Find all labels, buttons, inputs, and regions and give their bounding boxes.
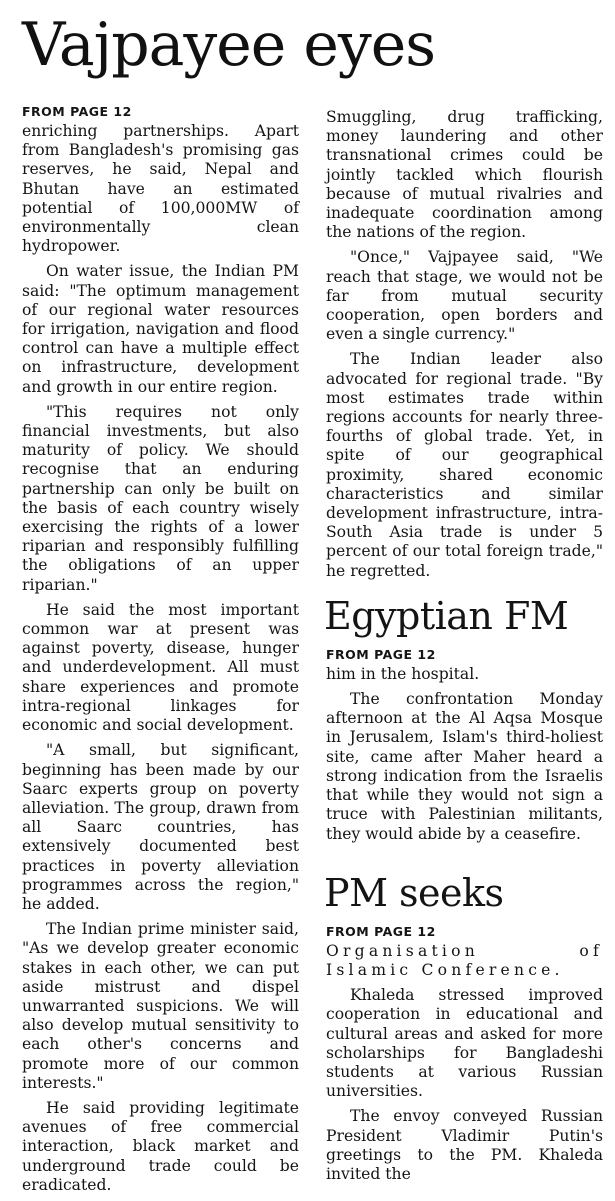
- article-paragraph: On water issue, the Indian PM said: "The optimum management of our regional water resources for irrigation, navigation and flood control can have a multiple effect on infrastructure, development and growth in our entire region.: [22, 262, 299, 396]
- egypt-kicker: FROM PAGE 12: [326, 646, 436, 662]
- right-column: [326, 108, 603, 1190]
- main-headline: Vajpayee eyes: [22, 10, 436, 80]
- article-paragraph: "A small, but significant, beginning has been made by our Saarc experts group on poverty alleviation. The group, drawn from all Saarc countries, has extensively documented best practices in poverty alleviation programmes across the region," he added.: [22, 741, 299, 913]
- left-column: [22, 104, 299, 1201]
- article-paragraph: Organisation of Islamic Conference.: [326, 941, 603, 979]
- main-kicker: FROM PAGE 12: [22, 104, 132, 119]
- article-paragraph: He said providing legitimate avenues of free commercial interaction, black market and underground trade could be eradicated.: [22, 1098, 299, 1194]
- pm-kicker: FROM PAGE 12: [326, 923, 436, 939]
- article-paragraph: The envoy conveyed Russian President Vladimir Putin's greetings to the PM. Khaleda invited the: [326, 1107, 603, 1183]
- article-paragraph: him in the hospital.: [326, 664, 480, 683]
- article-paragraph: Khaleda stressed improved cooperation in educational and cultural areas and asked for more scholarships for Bangladeshi students at various Russian universities.: [326, 986, 603, 1101]
- article-paragraph: "This requires not only financial investments, but also maturity of policy. We should recognise that an enduring partnership can only be built on the basis of each country wisely exercising the rights of a lower riparian and responsibly fulfilling the obligations of an upper riparian.": [22, 402, 299, 594]
- pm-headline: PM seeks: [324, 870, 504, 915]
- article-paragraph: The Indian prime minister said, "As we develop greater economic stakes in each other, we can put aside mistrust and dispel unwarranted suspicions. We will also develop mutual sensitivity to each other's concerns and promote more of our common interests.": [22, 920, 299, 1092]
- article-paragraph: The Indian leader also advocated for regional trade. "By most estimates trade within regions accounts for nearly three-fourths of global trade. Yet, in spite of our geographical proximity, shared economic characteristics and similar development infrastructure, intra-South Asia trade is under 5 percent of our total foreign trade," he regretted.: [326, 350, 603, 580]
- article-paragraph: enriching partnerships. Apart from Bangladesh's promising gas reserves, he said, Nepal and Bhutan have an estimated potential of 100,000MW of environmentally clean hydropower.: [22, 122, 299, 256]
- article-paragraph: He said the most important common war at present was against poverty, disease, hunger and underdevelopment. All must share experiences and promote intra-regional linkages for economic and social development.: [22, 600, 299, 735]
- article-paragraph: "Once," Vajpayee said, "We reach that stage, we would not be far from mutual security cooperation, open borders and even a single currency.": [326, 248, 603, 344]
- article-paragraph: The confrontation Monday afternoon at the Al Aqsa Mosque in Jerusalem, Islam's third-holiest site, came after Maher heard a strong indication from the Israelis that while they would not sign a truce with Palestinian militants, they would abide by a ceasefire.: [326, 690, 603, 843]
- egypt-headline: Egyptian FM: [324, 593, 569, 638]
- article-paragraph: Smuggling, drug trafficking, money laundering and other transnational crimes could be jointly tackled which flourish because of mutual rivalries and inadequate coordination among the nations of the region.: [326, 108, 603, 242]
